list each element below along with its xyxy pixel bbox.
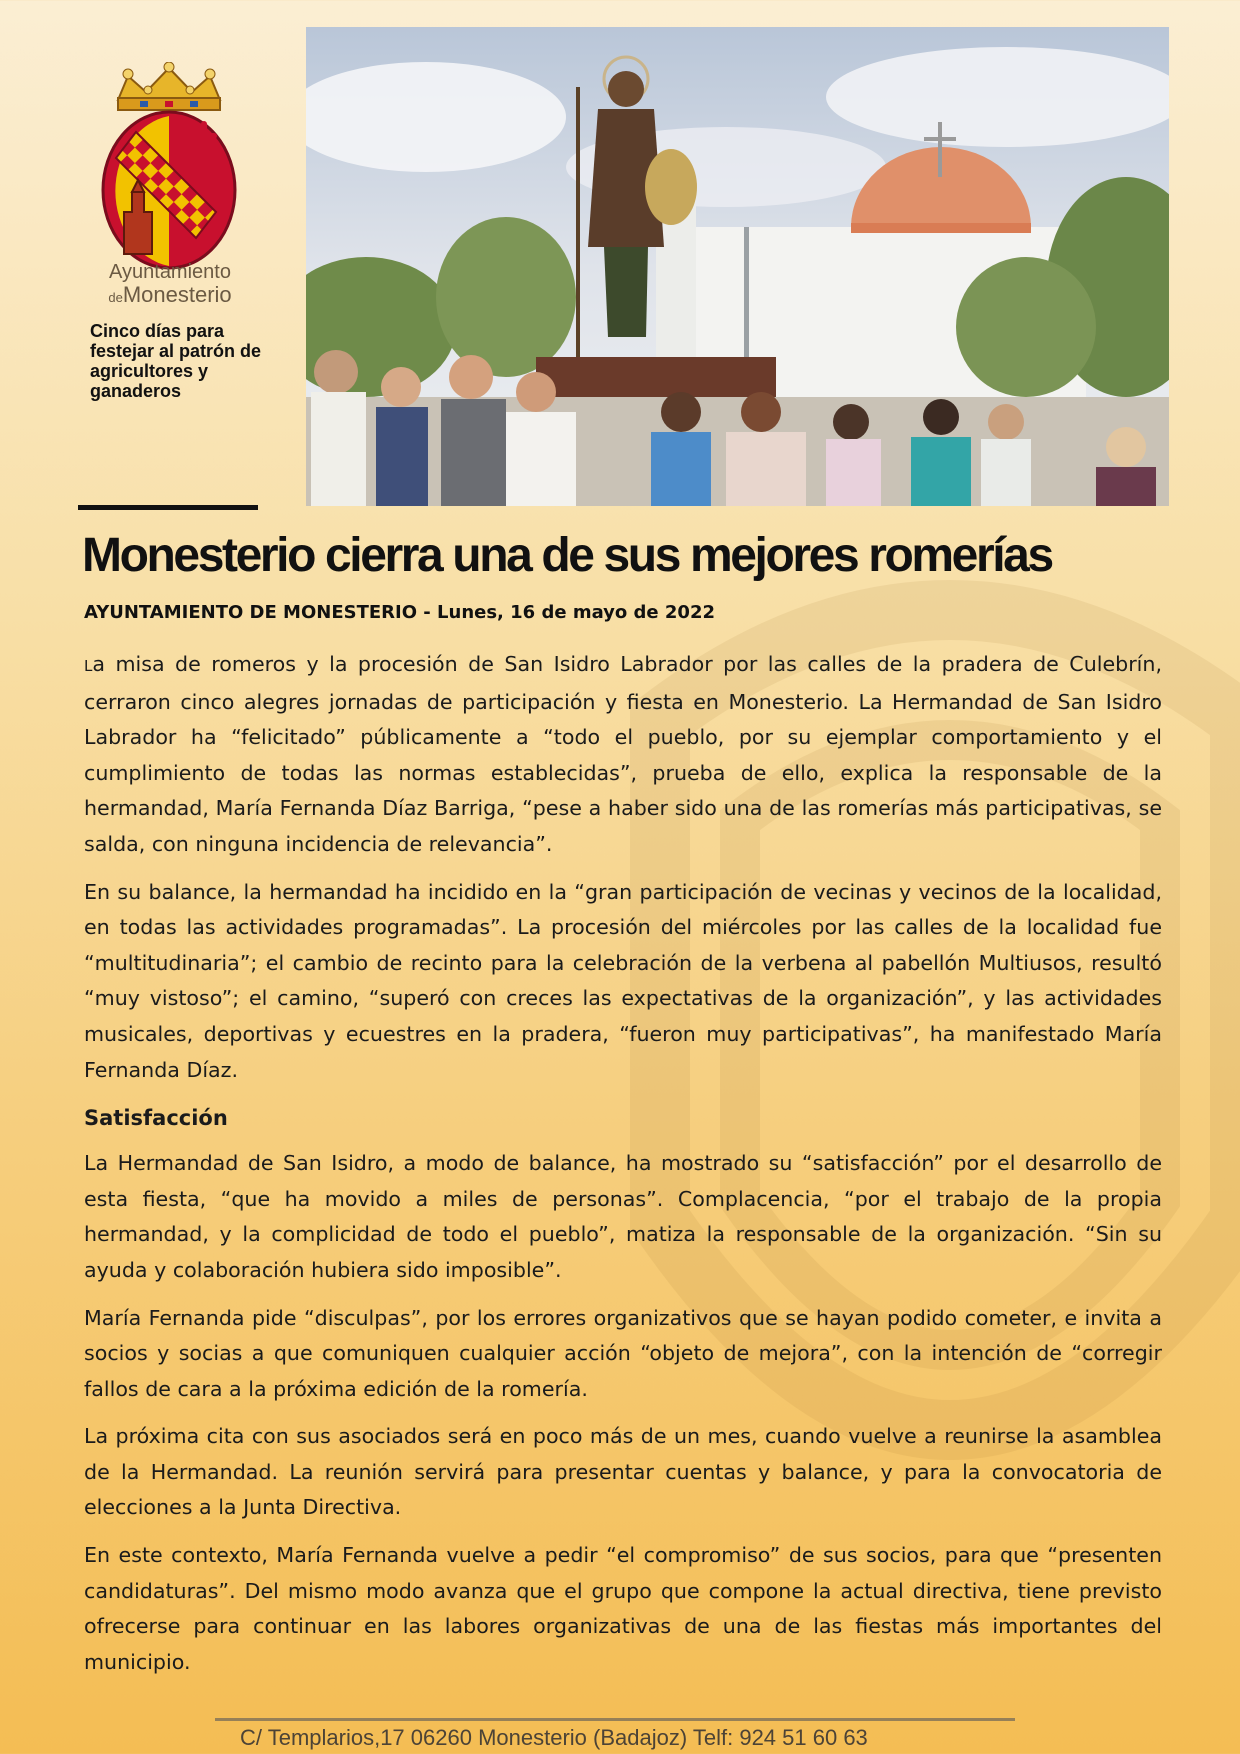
subtitle: Cinco días para festejar al patrón de agricultores y ganaderos bbox=[90, 321, 262, 401]
logo-wordmark bbox=[70, 262, 270, 306]
paragraph-1-text: a misa de romeros y la procesión de San Isidro Labrador por las calles de la pradera de Culebrín, cerraron cinco alegres jornadas de participación y fiesta en Monesterio. La Hermandad de San Isidro Labrador ha “felicitado” públicamente a “todo el pueblo, por su ejemplar comportamiento y el cumplimiento de todas las normas establecidas”, prueba de ello, explica la responsable de la hermandad, María Fernanda Díaz Barriga, “pese a haber sido una de las romerías más participativas, se salda, con ninguna incidencia de relevancia”. bbox=[84, 652, 1162, 856]
page-title: Monesterio cierra una de sus mejores romerías bbox=[82, 529, 1052, 582]
article-body bbox=[84, 647, 1162, 1692]
article-paragraph-2: En su balance, la hermandad ha incidido en la “gran participación de vecinas y vecinos de la localidad, en todas las actividades programadas”. La procesión del miércoles por las calles de la localidad fue “multitudinaria”; el cambio de recinto para la celebración de la verbena al pabellón Multiusos, resultó “muy vistoso”; el camino, “superó con creces las expectativas de la organización”, y las actividades musicales, deportivas y ecuestres en la pradera, “fueron muy participativas”, ha manifestado María Fernanda Díaz. bbox=[84, 879, 1162, 1082]
article-paragraph-5: La próxima cita con sus asociados será en poco más de un mes, cuando vuelve a reunirse la asamblea de la Hermandad. La reunión servirá para presentar cuentas y balance, y para la convocatoria de elecciones a la Junta Directiva. bbox=[84, 1424, 1162, 1520]
footer-rule bbox=[215, 1718, 1015, 1721]
article-paragraph-1 bbox=[84, 647, 1162, 863]
coat-of-arms-icon bbox=[96, 62, 242, 274]
logo-line2-name: Monesterio bbox=[122, 282, 232, 307]
logo-line2 bbox=[70, 284, 270, 306]
section-heading: Satisfacción bbox=[84, 1106, 228, 1131]
logo-line1: Ayuntamiento bbox=[109, 261, 231, 283]
logo-line2-prefix: de bbox=[108, 290, 123, 305]
article-paragraph-3: La Hermandad de San Isidro, a modo de balance, ha mostrado su “satisfacción” por el desarrollo de esta fiesta, “que ha movido a miles de personas”. Complacencia, “por el trabajo de la propia hermandad, y la complicidad de todo el pueblo”, matiza la responsable de la organización. “Sin su ayuda y colaboración hubiera sido imposible”. bbox=[84, 1151, 1162, 1282]
dropcap-letter: L bbox=[84, 657, 93, 675]
byline: AYUNTAMIENTO DE MONESTERIO - Lunes, 16 de mayo de 2022 bbox=[84, 602, 716, 623]
article-paragraph-4: María Fernanda pide “disculpas”, por los errores organizativos que se hayan podido cometer, e invita a socios y socias a que comuniquen cualquier acción “objeto de mejora”, con la intención de “corregir fallos de cara a la próxima edición de la romería. bbox=[84, 1305, 1162, 1401]
procession-photo bbox=[306, 27, 1169, 506]
section-rule bbox=[78, 505, 258, 510]
footer-address: C/ Templarios,17 06260 Monesterio (Badajoz) Telf: 924 51 60 63 bbox=[240, 1725, 868, 1750]
article-paragraph-6: En este contexto, María Fernanda vuelve a pedir “el compromiso” de sus socios, para que “presenten candidaturas”. Del mismo modo avanza que el grupo que compone la actual directiva, tiene previsto ofrecerse para continuar en las labores organizativas de una de las fiestas más importantes del municipio. bbox=[84, 1543, 1162, 1674]
